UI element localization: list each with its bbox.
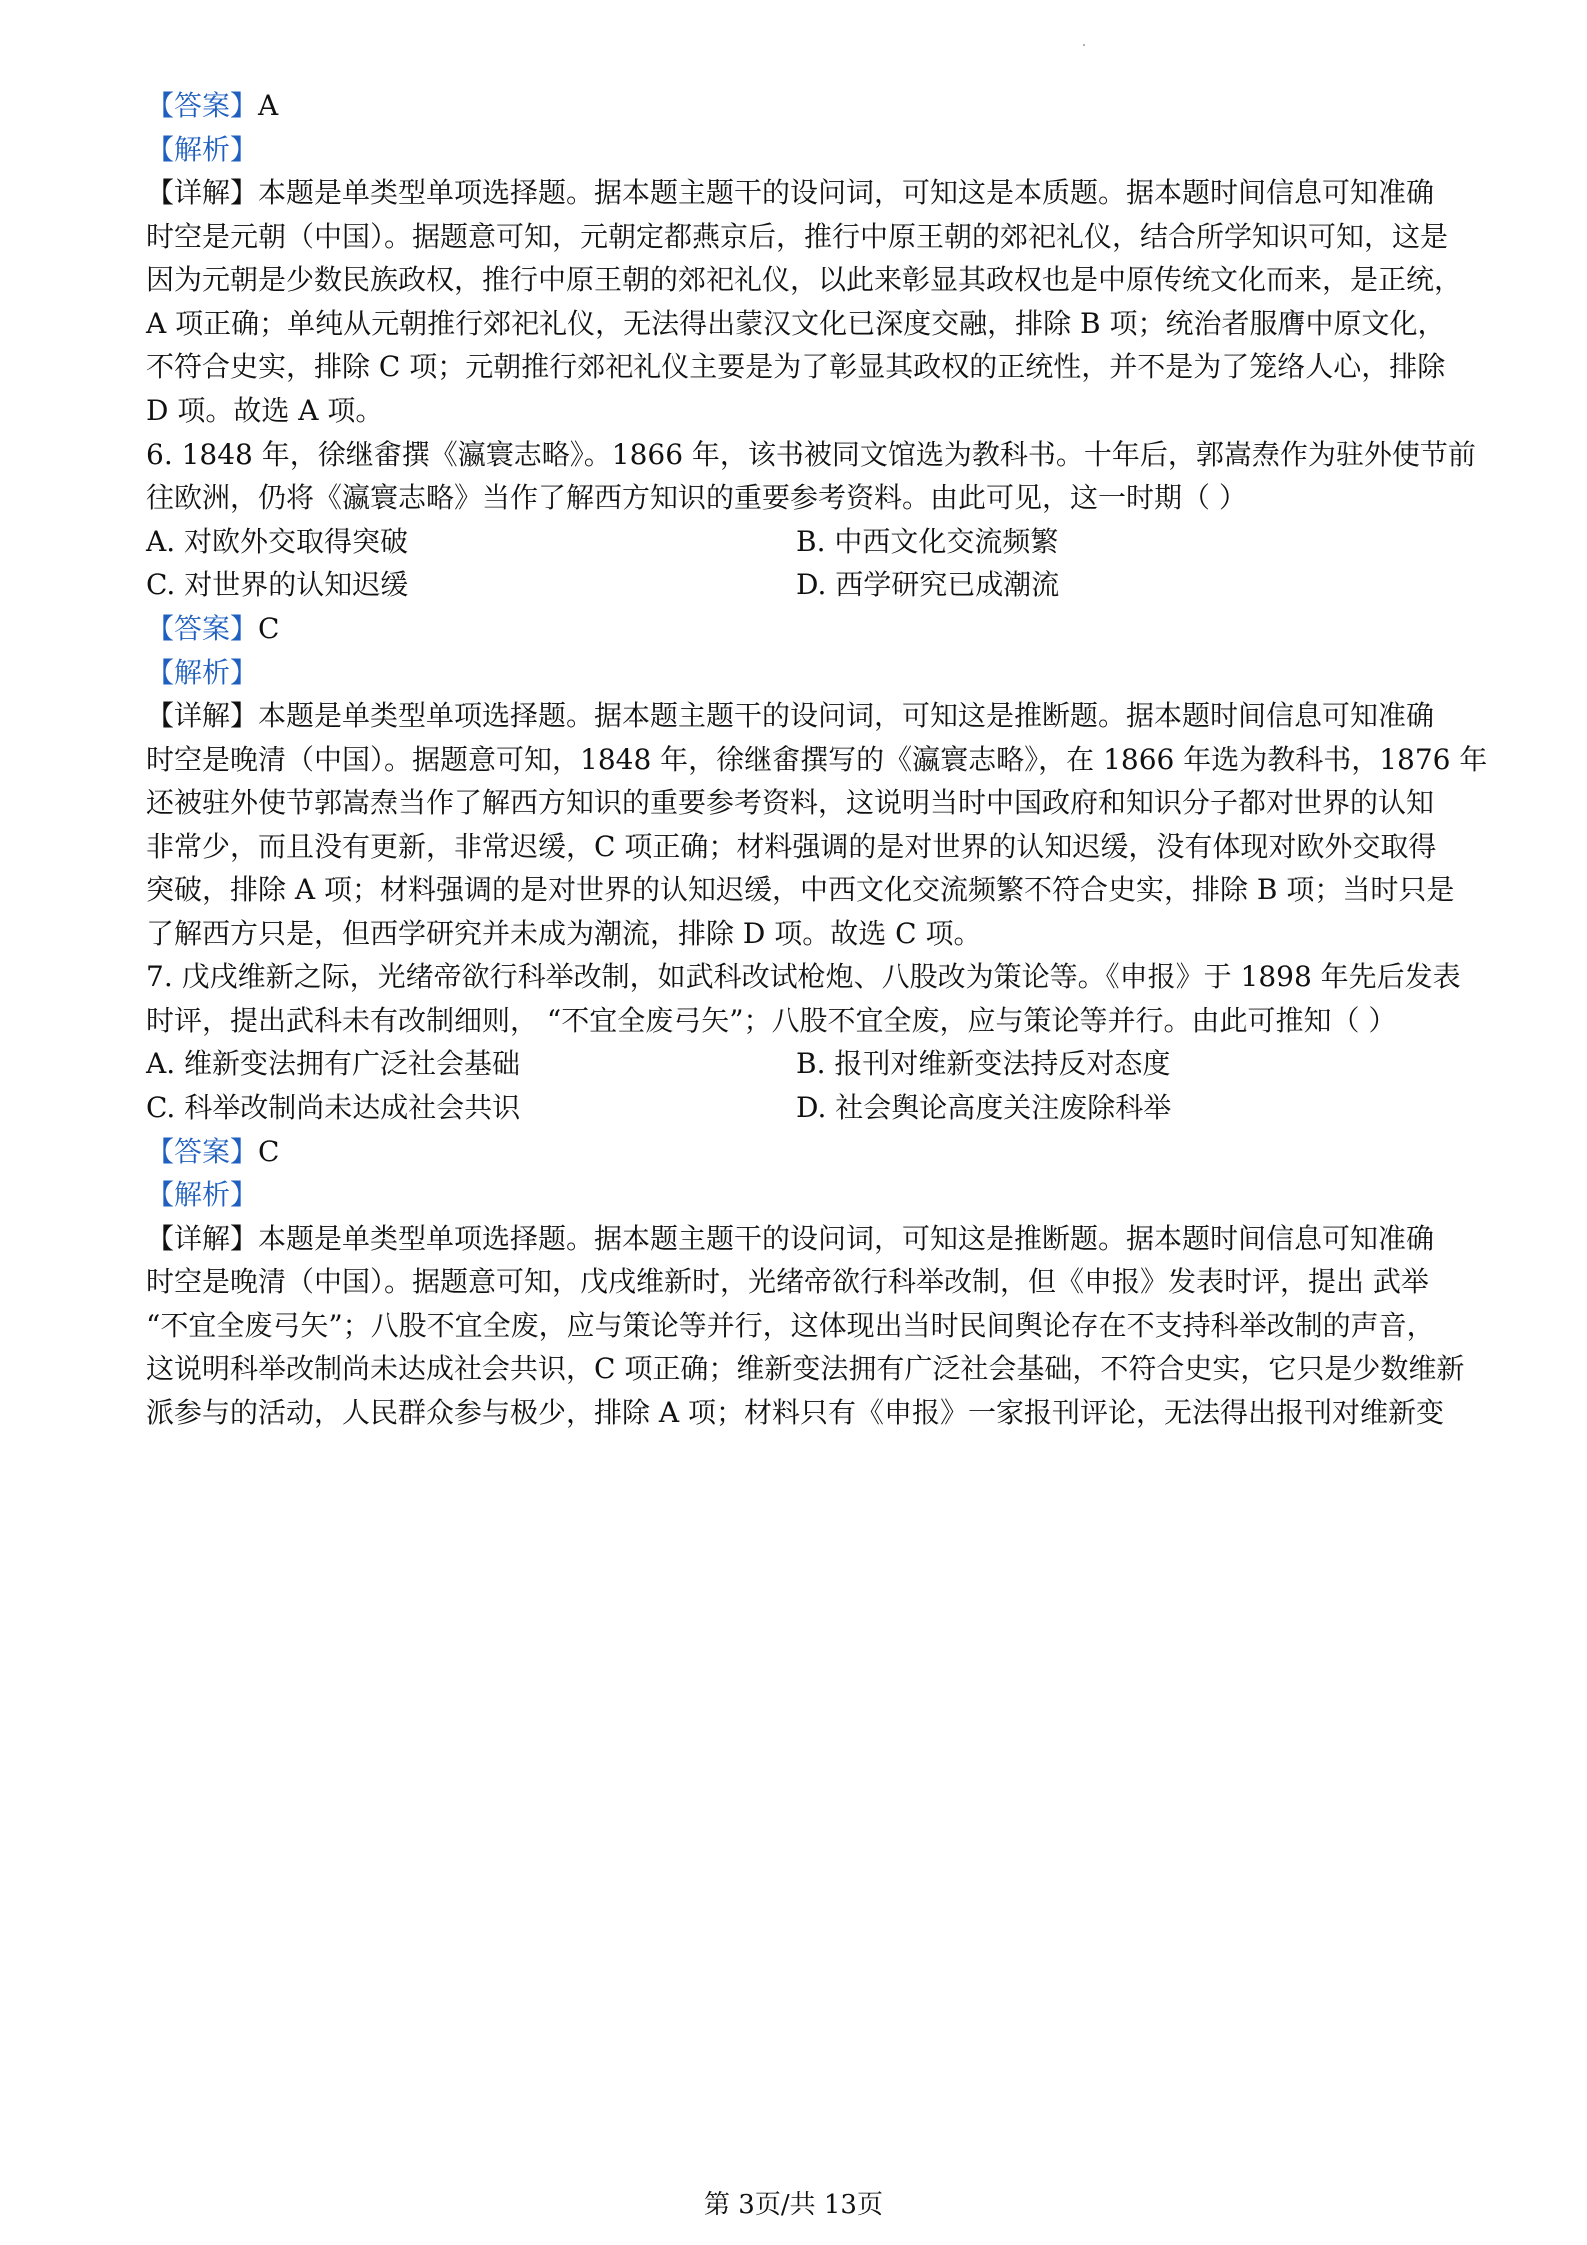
q7-option-c: C. 科举改制尚未达成社会共识 — [146, 1091, 521, 1124]
q7-detail-line: 派参与的活动，人民群众参与极少，排除 A 项；材料只有《申报》一家报刊评论，无法得出报刊对维新变 — [146, 1396, 1445, 1429]
q6-options-row — [146, 522, 1446, 562]
q6-answer-line — [146, 609, 1446, 649]
q6-option-d: D. 西学研究已成潮流 — [796, 568, 1060, 601]
answer-value: C — [258, 612, 280, 645]
q7-stem-line: 时评，提出武科未有改制细则， “不宜全废弓矢”；八股不宜全废，应与策论等并行。由此可推知（ ） — [146, 1004, 1397, 1037]
answer-tag: 【答案】 — [146, 612, 259, 645]
q5-analysis-tag: 【解析】 — [146, 133, 259, 166]
q7-options-row — [146, 1044, 1446, 1084]
q5-detail-line: 不符合史实，排除 C 项；元朝推行郊祀礼仪主要是为了彰显其政权的正统性，并不是为了笼络人心，排除 — [146, 350, 1446, 383]
answer-tag: 【答案】 — [146, 1135, 259, 1168]
q6-stem-line: 往欧洲，仍将《瀛寰志略》当作了解西方知识的重要参考资料。由此可见，这一时期（ ） — [146, 481, 1247, 514]
page-number: 第 3页/共 13页 — [704, 2190, 883, 2220]
q6-option-a: A. 对欧外交取得突破 — [146, 525, 409, 558]
q6-detail-line: 非常少，而且没有更新，非常迟缓，C 项正确；材料强调的是对世界的认知迟缓，没有体现对欧外交取得 — [146, 830, 1437, 863]
q7-option-d: D. 社会舆论高度关注废除科举 — [796, 1091, 1172, 1124]
q6-detail-line: 还被驻外使节郭嵩焘当作了解西方知识的重要参考资料，这说明当时中国政府和知识分子都对世界的认知 — [146, 786, 1435, 819]
q6-analysis-tag: 【解析】 — [146, 656, 259, 689]
q6-option-c: C. 对世界的认知迟缓 — [146, 568, 409, 601]
q7-analysis-tag: 【解析】 — [146, 1178, 259, 1211]
q7-option-b: B. 报刊对维新变法持反对态度 — [796, 1047, 1171, 1080]
q6-stem-line: 6. 1848 年，徐继畬撰《瀛寰志略》。1866 年，该书被同文馆选为教科书。十年后，郭嵩焘作为驻外使节前 — [146, 438, 1476, 471]
q6-detail-line: 突破，排除 A 项；材料强调的是对世界的认知迟缓，中西文化交流频繁不符合史实，排除 B 项；当时只是 — [146, 873, 1455, 906]
q5-detail-line: 【详解】本题是单类型单项选择题。据本题主题干的设问词，可知这是本质题。据本题时间信息可知准确 — [146, 176, 1435, 209]
scan-dot — [1083, 44, 1085, 46]
q7-option-a: A. 维新变法拥有广泛社会基础 — [146, 1047, 521, 1080]
q7-stem-line: 7. 戊戌维新之际，光绪帝欲行科举改制，如武科改试枪炮、八股改为策论等。《申报》于 1898 年先后发表 — [146, 960, 1461, 993]
q7-detail-line: “不宜全废弓矢”；八股不宜全废，应与策论等并行，这体现出当时民间舆论存在不支持科举改制的声音， — [146, 1309, 1435, 1342]
q7-detail-line: 这说明科举改制尚未达成社会共识，C 项正确；维新变法拥有广泛社会基础，不符合史实，它只是少数维新 — [146, 1352, 1465, 1385]
q5-answer-line — [146, 86, 1446, 126]
q7-options-row — [146, 1088, 1446, 1128]
answer-value: C — [258, 1135, 280, 1168]
q6-detail-line: 了解西方只是，但西学研究并未成为潮流，排除 D 项。故选 C 项。 — [146, 917, 982, 950]
answer-value: A — [258, 89, 279, 122]
q7-detail-line: 【详解】本题是单类型单项选择题。据本题主题干的设问词，可知这是推断题。据本题时间信息可知准确 — [146, 1222, 1435, 1255]
q5-detail-line: A 项正确；单纯从元朝推行郊祀礼仪，无法得出蒙汉文化已深度交融，排除 B 项；统治者服膺中原文化， — [146, 307, 1446, 340]
q5-detail-line: D 项。故选 A 项。 — [146, 394, 384, 427]
q5-detail-line: 时空是元朝（中国）。据题意可知，元朝定都燕京后，推行中原王朝的郊祀礼仪，结合所学知识可知，这是 — [146, 220, 1449, 253]
answer-tag: 【答案】 — [146, 89, 259, 122]
q6-option-b: B. 中西文化交流频繁 — [796, 525, 1059, 558]
q6-options-row — [146, 565, 1446, 605]
q6-detail-line: 【详解】本题是单类型单项选择题。据本题主题干的设问词，可知这是推断题。据本题时间信息可知准确 — [146, 699, 1435, 732]
q5-detail-line: 因为元朝是少数民族政权，推行中原王朝的郊祀礼仪，以此来彰显其政权也是中原传统文化而来，是正统， — [146, 263, 1463, 296]
q7-detail-line: 时空是晚清（中国）。据题意可知，戊戌维新时，光绪帝欲行科举改制，但《申报》发表时评，提出 武举 — [146, 1265, 1429, 1298]
q6-detail-line: 时空是晚清（中国）。据题意可知，1848 年，徐继畬撰写的《瀛寰志略》，在 1866 年选为教科书，1876 年 — [146, 743, 1488, 776]
q7-answer-line — [146, 1132, 1446, 1172]
